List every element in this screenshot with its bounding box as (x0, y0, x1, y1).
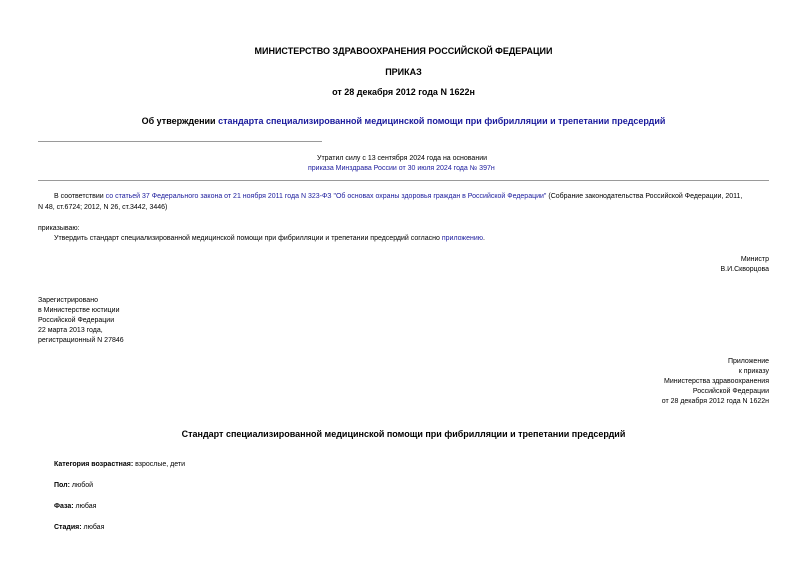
registration-line: Российской Федерации (38, 317, 115, 324)
approve-paragraph (54, 234, 485, 244)
field-label: Фаза: (54, 503, 74, 510)
preamble-suffix: (Собрание законодательства Российской Федерации, 2011, (546, 193, 743, 200)
field-value: любая (81, 524, 105, 531)
field-value: взрослые, дети (133, 461, 186, 468)
field-sex (54, 481, 93, 491)
ministry-heading: МИНИСТЕРСТВО ЗДРАВООХРАНЕНИЯ РОССИЙСКОЙ ФЕДЕРАЦИИ (254, 46, 553, 56)
document-title (0, 116, 807, 126)
registration-line: Зарегистрировано (38, 297, 98, 304)
registration-line: в Министерстве юстиции (38, 307, 120, 314)
field-value: любая (73, 503, 97, 510)
preamble-law-link[interactable]: со статьей 37 Федерального закона от 21 ноября 2011 года N 323-ФЗ "Об основах охраны здоровья граждан в Российской Федерации" (105, 193, 547, 200)
appendix-link[interactable]: приложению (441, 235, 484, 242)
full-divider (38, 180, 769, 181)
preamble-line1 (54, 192, 742, 202)
field-stage (54, 523, 104, 533)
appendix-reference-block (662, 357, 769, 407)
approve-prefix: Утвердить стандарт специализированной медицинской помощи при фибрилляции и трепетании предсердий согласно (54, 235, 442, 242)
appendix-ref-line: от 28 декабря 2012 года N 1622н (661, 398, 769, 405)
registration-line: регистрационный N 27846 (38, 337, 124, 344)
appendix-ref-line: Российской Федерации (692, 388, 769, 395)
signature-position: Министр (740, 256, 769, 263)
standard-title: Стандарт специализированной медицинской помощи при фибрилляции и трепетании предсердий (181, 429, 626, 439)
short-divider (38, 141, 322, 142)
appendix-ref-line: Приложение (727, 358, 769, 365)
order-heading: ПРИКАЗ (385, 67, 422, 77)
orders-word: приказываю: (38, 225, 80, 232)
field-value: любой (69, 482, 94, 489)
order-date: от 28 декабря 2012 года N 1622н (332, 87, 475, 97)
field-label: Стадия: (54, 524, 82, 531)
expired-notice-line1: Утратил силу с 13 сентября 2024 года на основании (317, 155, 488, 162)
appendix-ref-line: Министерства здравоохранения (664, 378, 769, 385)
appendix-ref-line: к приказу (738, 368, 769, 375)
field-label: Категория возрастная: (54, 461, 134, 468)
preamble-line2: N 48, ст.6724; 2012, N 26, ст.3442, 3446) (38, 204, 168, 211)
approve-suffix: . (483, 235, 485, 242)
signature-name: В.И.Скворцова (720, 266, 769, 273)
registration-block (38, 296, 124, 346)
field-label: Пол: (54, 482, 70, 489)
title-prefix: Об утверждении (141, 116, 219, 126)
preamble-prefix: В соответствии (54, 193, 106, 200)
field-phase (54, 502, 96, 512)
field-age-category (54, 460, 185, 470)
title-standard-link[interactable]: стандарта специализированной медицинской помощи при фибрилляции и трепетании предсердий (218, 116, 666, 126)
expired-notice-link[interactable]: приказа Минздрава России от 30 июля 2024 года № 397н (308, 165, 495, 172)
registration-line: 22 марта 2013 года, (38, 327, 103, 334)
